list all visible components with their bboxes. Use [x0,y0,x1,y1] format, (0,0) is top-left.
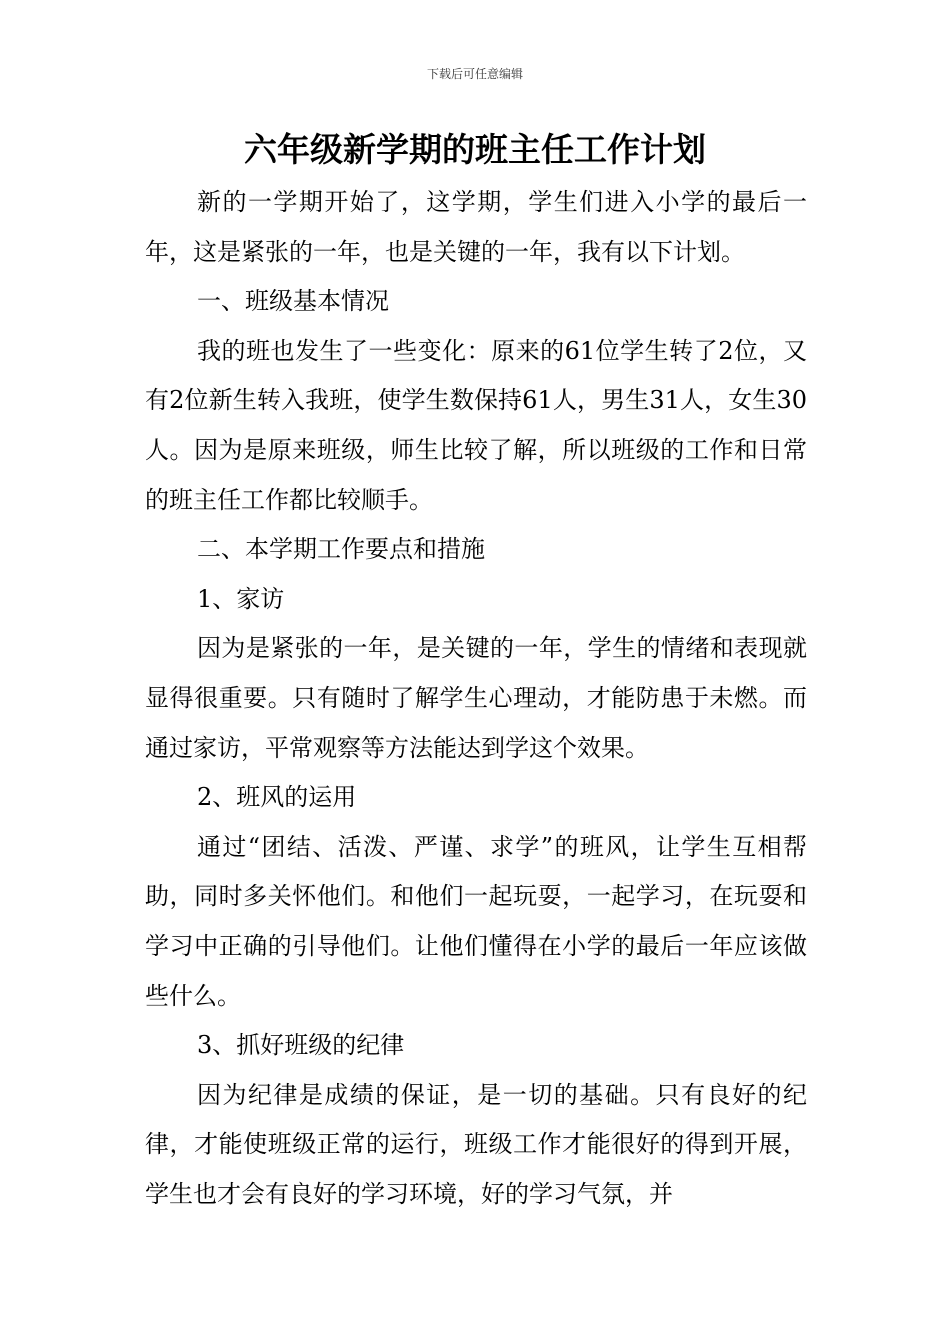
paragraph-class-overview: 我的班也发生了一些变化：原来的61位学生转了2位，又有2位新生转入我班，使学生数保持61人，男生31人，女生30人。因为是原来班级，师生比较了解，所以班级的工作和日常的班主任工作都比较顺手。 [145,336,807,514]
paragraph-discipline: 因为纪律是成绩的保证，是一切的基础。只有良好的纪律，才能使班级正常的运行，班级工作才能很好的得到开展，学生也才会有良好的学习环境，好的学习气氛，并 [145,1080,807,1208]
section-heading-class-overview: 一、班级基本情况 [197,287,389,316]
subheading-class-spirit: 2、班风的运用 [197,783,357,812]
section-heading-key-points: 二、本学期工作要点和措施 [197,535,485,564]
subheading-home-visits: 1、家访 [197,584,285,613]
subheading-discipline: 3、抓好班级的纪律 [197,1031,405,1060]
paragraph-home-visits: 因为是紧张的一年，是关键的一年，学生的情绪和表现就显得很重要。只有随时了解学生心理动，才能防患于未燃。而通过家访，平常观察等方法能达到学这个效果。 [145,634,807,762]
paragraph-intro: 新的一学期开始了，这学期，学生们进入小学的最后一年，这是紧张的一年，也是关键的一年，我有以下计划。 [145,188,807,266]
document-body [145,178,807,1219]
paragraph-class-spirit: 通过“团结、活泼、严谨、求学”的班风，让学生互相帮助，同时多关怀他们。和他们一起玩耍，一起学习，在玩耍和学习中正确的引导他们。让他们懂得在小学的最后一年应该做些什么。 [145,832,807,1010]
header-note: 下载后可任意编辑 [426,67,523,81]
document-title: 六年级新学期的班主任工作计划 [244,130,706,169]
